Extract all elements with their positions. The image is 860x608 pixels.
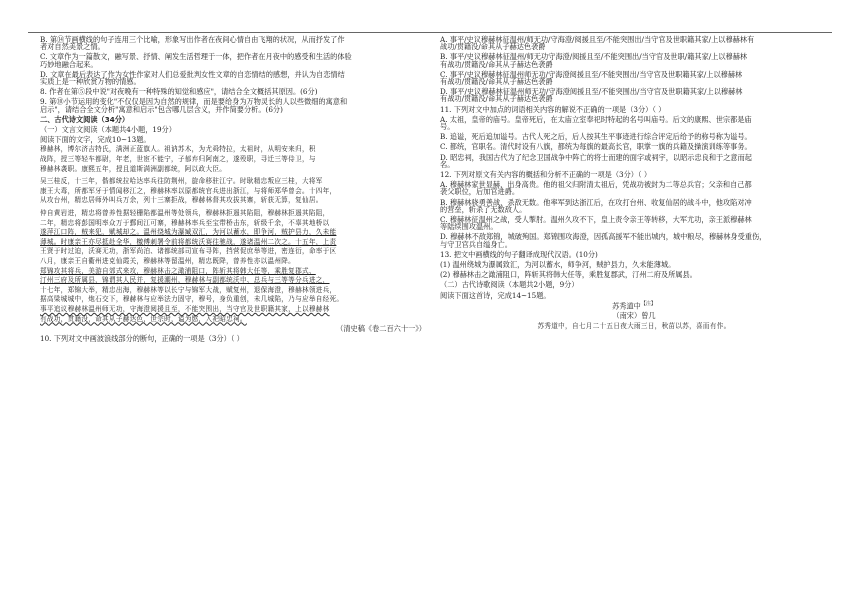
passage-line: 战阵，授三等轻车都尉，年老，世宦不能宁，子郁弃归阿南之，遂殁职，寻迁三等侍卫，与 <box>40 155 316 164</box>
passage-line: 从攻台州，精忠居师外叫兵万余，列十三寨拒战，穆赫林督其攻拔其寨，斩获无算，复仙居。 <box>40 196 323 205</box>
question-13: 13. 把文中画横线的句子翻译成现代汉语。(10分) <box>440 249 598 259</box>
q11-option-d-line2: 名。 <box>440 159 455 169</box>
q12-option-b-line2: 的营垒，斩杀了无数敌人。 <box>440 204 527 214</box>
passage-line: 吴三桂反，十三年，偕都统拉哈达率兵往防荆州，旋命移驻江宁。时耿精忠叛应三桂，大将军 <box>40 177 323 186</box>
q12-option-a-line1: A. 穆赫林家世显赫，出身高贵。他的祖父归附清太祖后，凭战功被封为二等总兵官；父亲和自己都 <box>440 180 752 190</box>
q8-option-c-line1: C. 文章作为一篇散文，融写景、抒情、阐发生活哲理于一体，把作者在月夜中的感受和生活的体验 <box>40 52 352 62</box>
passage-line-underlined: 遂萍江口阵，贼来犯，赋城却之。温州绕城为瀑臧双汇，为河以蓄水，即争河，贼护县力，久未能 <box>40 228 337 237</box>
q13-item-2: (2) 穆赫林击之澉浦阻口，阵斩其将韩大任等，乘胜复郡武，汀州二府及所属县。 <box>440 270 697 280</box>
question-9-line2: 启示"，请结合全文分析"寓意和启示"包含哪几层含义，并作简要分析。(6分) <box>40 104 283 114</box>
poetry-subsection-heading: （二）古代诗歌阅读（本题共2小题，9分） <box>440 280 579 290</box>
q12-option-c-line1: C. 穆赫林征温州之战，受人掣肘。温州久攻不下，皇上责令亲王等转移，大军尤功，亲王派穆赫林 <box>440 215 752 225</box>
q10-option-d-line1: D. 事平/史议穆赫林征温州师无功/守海澄阅援且至/不能突围出/当守官及世职籍其家/上以穆赫林 <box>440 87 743 97</box>
q8-option-b-line2: 者对自然美景之情。 <box>40 42 105 52</box>
q11-option-d-line1: D. 昭忠祠，我国古代为了纪念卫国战争中阵亡的将士而建的面字或祠宇，以昭示忠良和于之意而起 <box>440 152 752 162</box>
passage-line: 据高梁城城中，炮石交下，穆赫林与应举法力固守，穆号，身负重创，未几城陷，乃与应举自经死。 <box>40 295 344 304</box>
passage-line: 康王大毒，所都军牙于情闻移江之，穆赫林率以原都统官兵进出浙江，与将师郑华曾会。十四年， <box>40 186 337 195</box>
q10-option-d-line2: 有战功/贯籍没/命其从子赫达色袭爵 <box>440 94 553 104</box>
right-column <box>440 36 828 329</box>
passage-line-underlined: 郑锦攻其将兵，美游自郊式来攻，穆赫林击之澉浦阻口，阵斩其将韩大任等，乘胜复郡式、 <box>40 266 316 275</box>
reading-instruction: 阅读下面的文字，完成10~13题。 <box>40 135 151 145</box>
passage-line: 十七年，郑锦大举，精忠出海，穆赫林等以长宁与锦军大战，赋复州，退保海澄，穆赫林领进兵， <box>40 285 337 294</box>
q8-option-d-line1: D. 文章在最后表达了作为女性作家对人们总爱批判女性文章的自恋情结的感想，并认为自恋情结 <box>40 69 345 79</box>
q11-options <box>440 116 828 168</box>
passage-line: 王贤于时过迫，沃赛无功，浙军尚泊、诸都统部司宣布寻阵，挡营促庶举等进，密连衍，命率于区 <box>40 247 337 256</box>
poem-title <box>440 302 828 310</box>
question-8: 8. 作者在第⑤段中说"对夜晚有一种特殊的知觉和感应"，请结合全文概括其原因。(6分) <box>40 87 318 97</box>
passage-source: （清史稿《卷二百六十一》） <box>336 324 426 334</box>
q12-option-d-line2: 与守卫官兵自缢身亡。 <box>440 239 512 249</box>
q10-option-c-line1: C. 事平/史议穆赫林征温州师无功/守海澄阅援且至/不能突围出/当守官及世职籍其家/上以穆赫林 <box>440 69 743 79</box>
top-rule <box>28 32 832 33</box>
left-column <box>40 36 426 343</box>
passage-line-wavy: 事平追议穆赫林温州师无功，守海澄阅援且至，不能突围出，当守官及世职籍其家，上以穆赫林 <box>40 304 330 313</box>
poem-line: 苏秀道中，自七月二十五日夜大雨三日，秋苗以苏，喜而有作。 <box>537 321 731 330</box>
q10-option-a-line2: 战功/贯籍没/命其从子赫达色袭爵 <box>440 42 546 52</box>
q8-option-d-line2: 实质上是一种欣赏万物的情感。 <box>40 77 141 87</box>
q11-option-b: B. 追谥，死后追加谥号。古代人死之后，后人按其生平事迹进行综合评定后给予的称号称为谥号。 <box>440 132 752 142</box>
passage-line-wavy: 有战功，贯籍没，命其从子赫达色，世宗时，谥为愍，入祀昭忠祠。 <box>40 314 247 323</box>
q8-option-c-line2: 巧妙地融合起来。 <box>40 59 98 69</box>
section-heading: 二、古代诗文阅读（34分） <box>40 114 130 124</box>
q10-options <box>440 36 828 103</box>
q12-option-b-line1: B. 穆赫林骁勇善战，杀敌无数。他率军到达浙江后，在攻打台州、收复仙居的战斗中，他攻陷对冲 <box>440 197 752 207</box>
q11-option-a-line2: 号。 <box>440 122 455 132</box>
q13-item-1: (1) 温州绕城为瀑属致汇，为河以蓄水，师争河，贼护县力，久未能薄城。 <box>440 260 676 270</box>
poem-author: （南宋）曾几 <box>612 311 656 321</box>
passage-line-underlined: 汀州三府及所属县，锦谓其人民并，复援潮州，穆赫林与副都统沃申、总兵与三等等分兵进之， <box>40 276 330 285</box>
q12-option-a-line2: 袭父职位，后加官进爵。 <box>440 187 520 197</box>
passage-line-underlined: 薄城。时康亲王亦尽抵赴全华，檄傅刺署令前将都统沃赛往驰战，遂诸温州二次之。十五年，上责 <box>40 237 337 246</box>
question-12: 12. 下列对原文有关内容的概括和分析不正确的一项是（3分）（ ） <box>440 170 652 180</box>
poetry-instruction: 阅读下面这首诗，完成14~15题。 <box>440 290 551 300</box>
question-11: 11. 下列对文中加点的词语相关内容的解说不正确的一项是（3分）（ ） <box>440 104 666 114</box>
q11-option-a-line1: A. 太祖，皇帝的庙号。皇帝死后，在太庙立室奉祀时特起的名号叫庙号。后文的康熙、世宗都是庙 <box>440 114 752 124</box>
q11-option-c: C. 都统，官职名。清代时设有八旗，都统为每旗的最高长官，职掌一旗的兵籍及操演训练等事务。 <box>440 142 752 152</box>
q10-option-b-line2: 有战功/贯籍没/命其从子赫达色袭爵 <box>440 59 553 69</box>
q8-options <box>40 36 426 85</box>
q12-option-c-line2: 等陆续围攻温州。 <box>440 222 498 232</box>
q10-option-b-line1: B. 事平/史议穆赫林征温州/师无功守海澄/阅援且至/不能突围出/当守官及世职/籍其家/上以穆赫林 <box>440 52 748 62</box>
q10-option-c-line2: 有战功/贯籍没/命其从子赫达色袭爵 <box>440 77 553 87</box>
q10-option-a-line1: A. 事平/史议穆赫林征温州/师无功/守海澄/阅援且至/不能突围出/当守官及世职籍其家/上以穆赫林有 <box>440 35 755 44</box>
poem-title-text: 苏秀道中 <box>612 301 641 311</box>
subsection-heading: （一）文言文阅读（本题共4小题，19分） <box>40 125 176 135</box>
question-9-line1: 9. 第⑩小节运用的变化"不仅仅是因为自然的规律，而是要给身为万物灵长的人以些微细的寓意和 <box>40 97 348 107</box>
passage-line: 穆赫林袭职。康熙五年，授且道斯满洲副都统，阿以政大臣。 <box>40 164 227 173</box>
question-10: 10. 下列对文中画波浪线部分的断句，正确的一项是（3分）（ ） <box>40 334 244 344</box>
passage-line: 八月，康亲王自衢州进克仙霞关，穆赫林等留温州，精忠既降，曾养性亦以温州降。 <box>40 256 296 265</box>
passage-line: 穆赫林，博尔济吉特氏，满洲正蓝旗人。祖讷苏木，为尤舜特拉，太祖时，从明安来归，积 <box>40 145 316 154</box>
poem-note-marker: 【注】 <box>640 300 656 307</box>
q12-options <box>440 181 828 248</box>
passage-line: 二年，精忠将彭国明率众万于鄞间江可寨，穆赫林率兵至宝带桥击东，斩级千余，不辜其地桥以 <box>40 218 330 227</box>
passage-line: 仲自黄岩进，精忠将曾养性据轻栅陷都温州等处领兵，穆赫林拒遏其陷阻，穆赫林拒遏其陷阻， <box>40 209 330 217</box>
classical-passage <box>40 146 426 322</box>
q12-option-d-line1: D. 穆赫林不敌郑锦，城破殉国。郑锦围攻海澄，因孤高援军不能出城内，城中粮尽，穆赫林身受重伤， <box>440 232 767 242</box>
q8-option-b-line1: B. 第⑭节画横线的句子连用三个比喻，形象写出作者在夜间心情自由飞翔的状况，从而抒发了作 <box>40 35 345 44</box>
